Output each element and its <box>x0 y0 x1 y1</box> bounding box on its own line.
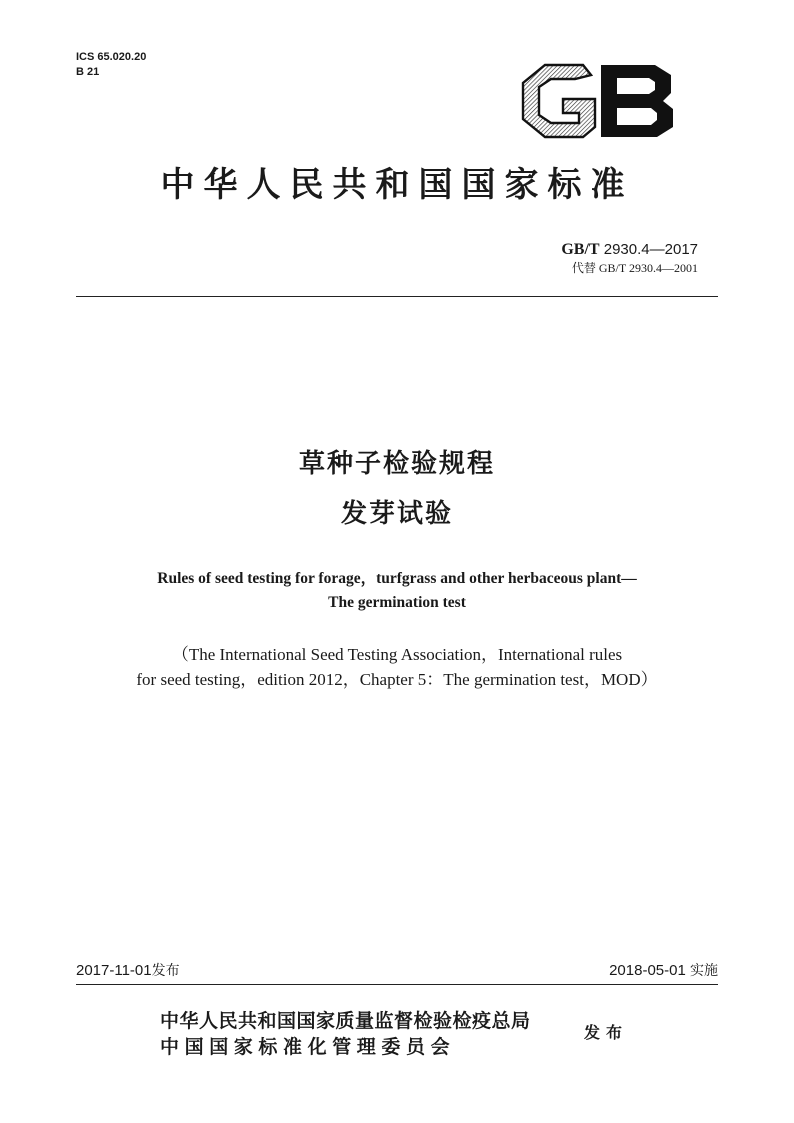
national-standard-heading: 中华人民共和国国家标准 <box>160 165 634 205</box>
chinese-title-line1: 草种子检验规程 <box>298 449 495 479</box>
gb-logo-icon <box>519 61 677 141</box>
classification-codes <box>76 50 146 80</box>
bottom-divider <box>76 984 718 985</box>
chinese-title-line2: 发芽试验 <box>340 499 453 529</box>
english-title-line2: The germination test <box>328 594 466 611</box>
replaces-standard: 代替 GB/T 2930.4—2001 <box>571 261 698 275</box>
standard-number <box>561 240 698 260</box>
international-reference-line1: （The International Seed Testing Association，International rules <box>171 645 623 664</box>
issuer-line2: 中国国家标准化管理委员会 <box>160 1036 456 1058</box>
standard-code: 2930.4—2017 <box>603 241 698 258</box>
implementation-date-value: 2018-05-01 <box>609 962 686 979</box>
standard-number-block <box>561 240 698 276</box>
implementation-date <box>609 961 718 981</box>
issue-date-value: 2017-11-01 <box>76 962 152 979</box>
standard-prefix: GB/T <box>561 241 600 258</box>
english-title-line1: Rules of seed testing for forage，turfgrass and other herbaceous plant— <box>157 570 637 587</box>
publish-label: 发布 <box>584 1023 629 1042</box>
international-reference-line2: for seed testing，edition 2012，Chapter 5：The germination test，MOD） <box>136 670 658 689</box>
ccs-code: B 21 <box>76 66 100 78</box>
ics-code: ICS 65.020.20 <box>76 51 147 63</box>
issuer-line1: 中华人民共和国国家质量监督检验检疫总局 <box>160 1010 531 1032</box>
top-divider <box>76 296 718 297</box>
issue-date-label: 发布 <box>151 963 180 979</box>
issue-date <box>76 961 180 981</box>
implementation-date-label: 实施 <box>690 963 718 979</box>
